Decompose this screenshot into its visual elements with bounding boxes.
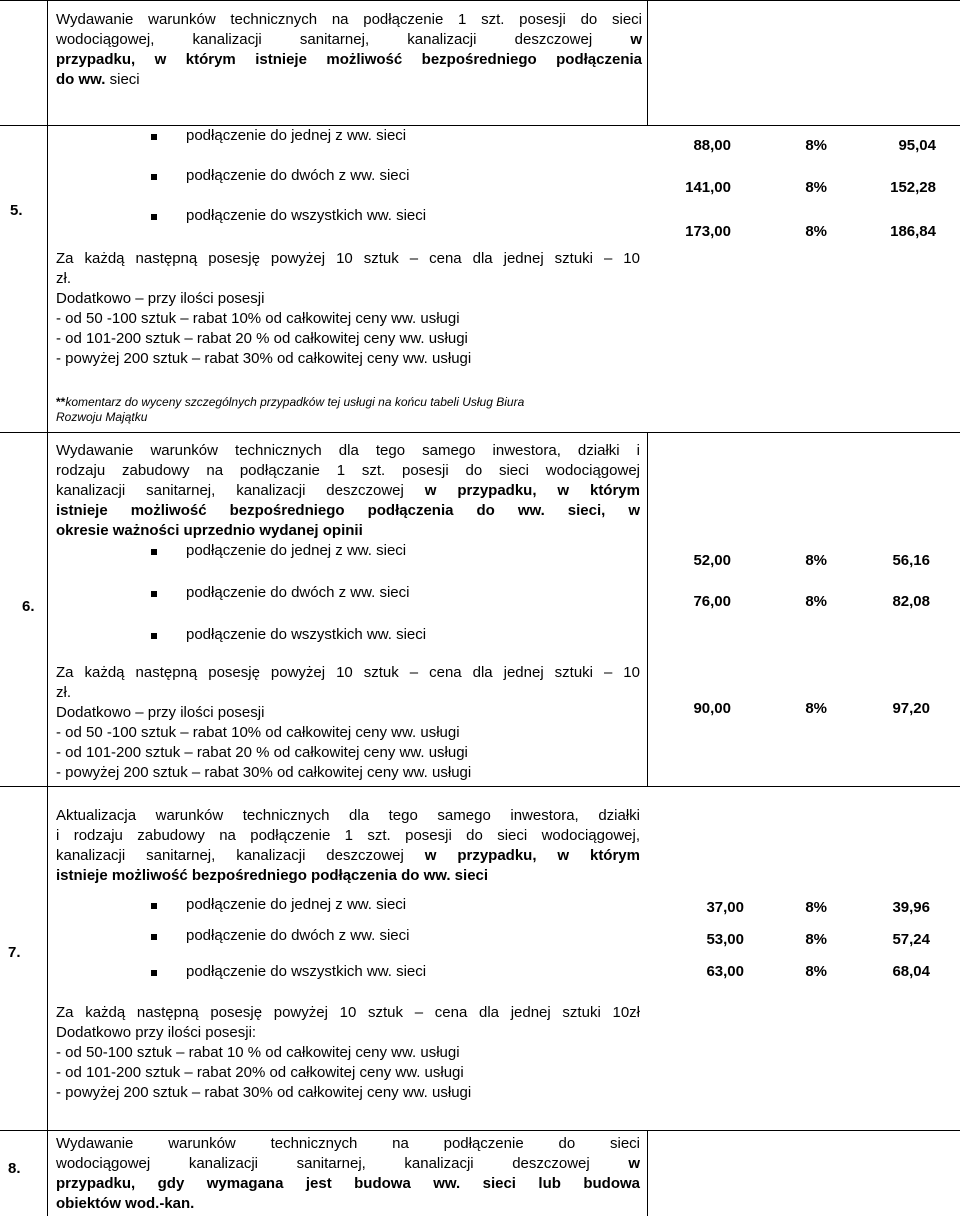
discount-block: [56, 663, 640, 783]
discount-line: - od 101-200 sztuk – rabat 20% od całkowitej ceny ww. usługi: [56, 1064, 464, 1081]
item-label: podłączenie do jednej z ww. sieci: [186, 896, 407, 913]
price-gross: 152,28: [890, 179, 936, 196]
discount-line: Za każdą następną posesję powyżej 10 sztuk – cena dla jednej sztuki – 10: [56, 664, 640, 681]
item-label: podłączenie do jednej z ww. sieci: [186, 542, 407, 559]
discount-line: - powyżej 200 sztuk – rabat 30% od całkowitej ceny ww. usługi: [56, 350, 472, 367]
desc-bold: w: [628, 1155, 640, 1172]
row-border: [0, 432, 960, 433]
bullet-icon: [151, 633, 157, 639]
price-net: 52,00: [693, 552, 731, 569]
desc-line: Aktualizacja warunków technicznych dla tego samego inwestora, działki: [56, 807, 640, 824]
vat-rate: 8%: [805, 179, 827, 196]
row-border: [0, 125, 960, 126]
top-line-text: sieci: [109, 71, 140, 88]
desc-line: istnieje możliwość bezpośredniego podłączenia do ww. sieci, w: [56, 502, 640, 519]
vat-rate: 8%: [805, 137, 827, 154]
desc-line: [56, 846, 640, 866]
desc-bold: w przypadku, w którym: [424, 482, 640, 499]
desc-line: [56, 1154, 640, 1174]
price-gross: 186,84: [890, 223, 936, 240]
row-number: 8.: [8, 1160, 21, 1177]
bullet-icon: [151, 549, 157, 555]
price-net: 63,00: [706, 963, 744, 980]
price-gross: 39,96: [892, 899, 930, 916]
discount-block: [56, 1003, 640, 1103]
discount-line: - od 50-100 sztuk – rabat 10 % od całkowitej ceny ww. usługi: [56, 1044, 460, 1061]
top-line: [56, 30, 642, 50]
row7-description: [56, 806, 640, 886]
desc-line: [56, 481, 640, 501]
discount-line: Za każdą następną posesję powyżej 10 sztuk – cena dla jednej sztuki 10zł: [56, 1004, 640, 1021]
row8-description: [56, 1134, 640, 1214]
col-divider-price-row6: [647, 432, 648, 786]
bullet-icon: [151, 174, 157, 180]
price-net: 53,00: [706, 931, 744, 948]
note-stars: **: [56, 395, 66, 409]
discount-line: - od 101-200 sztuk – rabat 20 % od całkowitej ceny ww. usługi: [56, 330, 468, 347]
item-label: podłączenie do jednej z ww. sieci: [186, 127, 407, 144]
desc-line: istnieje możliwość bezpośredniego podłączenia do ww. sieci: [56, 867, 489, 884]
top-line-bold: do ww.: [56, 71, 110, 88]
desc-line: obiektów wod.-kan.: [56, 1195, 195, 1212]
price-net: 76,00: [693, 593, 731, 610]
desc-line: i rodzaju zabudowy na podłączenie 1 szt. posesji do sieci wodociągowej,: [56, 827, 640, 844]
vat-rate: 8%: [805, 700, 827, 717]
top-line-text: wodociągowej, kanalizacji sanitarnej, kanalizacji deszczowej: [56, 31, 631, 48]
row-border: [0, 786, 960, 787]
discount-line: Za każdą następną posesję powyżej 10 sztuk – cena dla jednej sztuki – 10: [56, 250, 640, 267]
vat-rate: 8%: [805, 931, 827, 948]
desc-line: przypadku, gdy wymagana jest budowa ww. sieci lub budowa: [56, 1175, 640, 1192]
item-label: podłączenie do dwóch z ww. sieci: [186, 927, 410, 944]
col-divider-number: [47, 0, 48, 1216]
bullet-icon: [151, 591, 157, 597]
discount-block: [56, 249, 640, 369]
vat-rate: 8%: [805, 899, 827, 916]
item-label: podłączenie do dwóch z ww. sieci: [186, 584, 410, 601]
top-line: Wydawanie warunków technicznych na podłączenie 1 szt. posesji do sieci: [56, 11, 642, 28]
desc-line: rodzaju zabudowy na podłączanie 1 szt. posesji do sieci wodociągowej: [56, 462, 640, 479]
col-divider-price-row8: [647, 1130, 648, 1216]
top-description: [56, 10, 642, 90]
row-border: [0, 0, 960, 1]
discount-line: - powyżej 200 sztuk – rabat 30% od całkowitej ceny ww. usługi: [56, 1084, 472, 1101]
row6-description: [56, 441, 640, 541]
desc-text: kanalizacji sanitarnej, kanalizacji deszczowej: [56, 847, 425, 864]
top-line: przypadku, w którym istnieje możliwość bezpośredniego podłączenia: [56, 51, 642, 68]
desc-line: okresie ważności uprzednio wydanej opinii: [56, 522, 363, 539]
price-gross: 82,08: [892, 593, 930, 610]
discount-line: - od 50 -100 sztuk – rabat 10% od całkowitej ceny ww. usługi: [56, 724, 460, 741]
note-line: [56, 395, 646, 410]
desc-line: Wydawanie warunków technicznych na podłączenie do sieci: [56, 1135, 640, 1152]
item-label: podłączenie do dwóch z ww. sieci: [186, 167, 410, 184]
bullet-icon: [151, 970, 157, 976]
bullet-icon: [151, 134, 157, 140]
price-net: 173,00: [685, 223, 731, 240]
discount-line: - powyżej 200 sztuk – rabat 30% od całkowitej ceny ww. usługi: [56, 764, 472, 781]
desc-line: Wydawanie warunków technicznych dla tego samego inwestora, działki i: [56, 442, 640, 459]
price-net: 88,00: [693, 137, 731, 154]
discount-line: - od 50 -100 sztuk – rabat 10% od całkowitej ceny ww. usługi: [56, 310, 460, 327]
note-line: Rozwoju Majątku: [56, 410, 148, 424]
vat-rate: 8%: [805, 223, 827, 240]
price-gross: 95,04: [898, 137, 936, 154]
vat-rate: 8%: [805, 963, 827, 980]
top-line-bold: w: [630, 31, 642, 48]
bullet-icon: [151, 934, 157, 940]
item-label: podłączenie do wszystkich ww. sieci: [186, 207, 427, 224]
desc-text: wodociągowej kanalizacji sanitarnej, kanalizacji deszczowej: [56, 1155, 629, 1172]
discount-line: - od 101-200 sztuk – rabat 20 % od całkowitej ceny ww. usługi: [56, 744, 468, 761]
item-label: podłączenie do wszystkich ww. sieci: [186, 963, 427, 980]
row-number: 6.: [22, 598, 35, 615]
comment-note: [56, 395, 646, 425]
discount-line: zł.: [56, 270, 71, 287]
note-text: komentarz do wyceny szczególnych przypadków tej usługi na końcu tabeli Usług Biura: [65, 395, 525, 409]
price-net: 37,00: [706, 899, 744, 916]
price-gross: 97,20: [892, 700, 930, 717]
desc-text: kanalizacji sanitarnej, kanalizacji deszczowej: [56, 482, 425, 499]
discount-line: Dodatkowo przy ilości posesji:: [56, 1024, 257, 1041]
price-net: 90,00: [693, 700, 731, 717]
bullet-icon: [151, 214, 157, 220]
discount-line: Dodatkowo – przy ilości posesji: [56, 290, 265, 307]
row-number: 7.: [8, 944, 21, 961]
discount-line: Dodatkowo – przy ilości posesji: [56, 704, 265, 721]
price-gross: 68,04: [892, 963, 930, 980]
col-divider-price-top: [647, 0, 648, 126]
vat-rate: 8%: [805, 593, 827, 610]
item-label: podłączenie do wszystkich ww. sieci: [186, 626, 427, 643]
price-gross: 57,24: [892, 931, 930, 948]
price-net: 141,00: [685, 179, 731, 196]
price-gross: 56,16: [892, 552, 930, 569]
vat-rate: 8%: [805, 552, 827, 569]
row-number: 5.: [10, 202, 23, 219]
bullet-icon: [151, 903, 157, 909]
row-border: [0, 1130, 960, 1131]
discount-line: zł.: [56, 684, 71, 701]
top-line: [56, 70, 642, 90]
desc-bold: w przypadku, w którym: [424, 847, 640, 864]
